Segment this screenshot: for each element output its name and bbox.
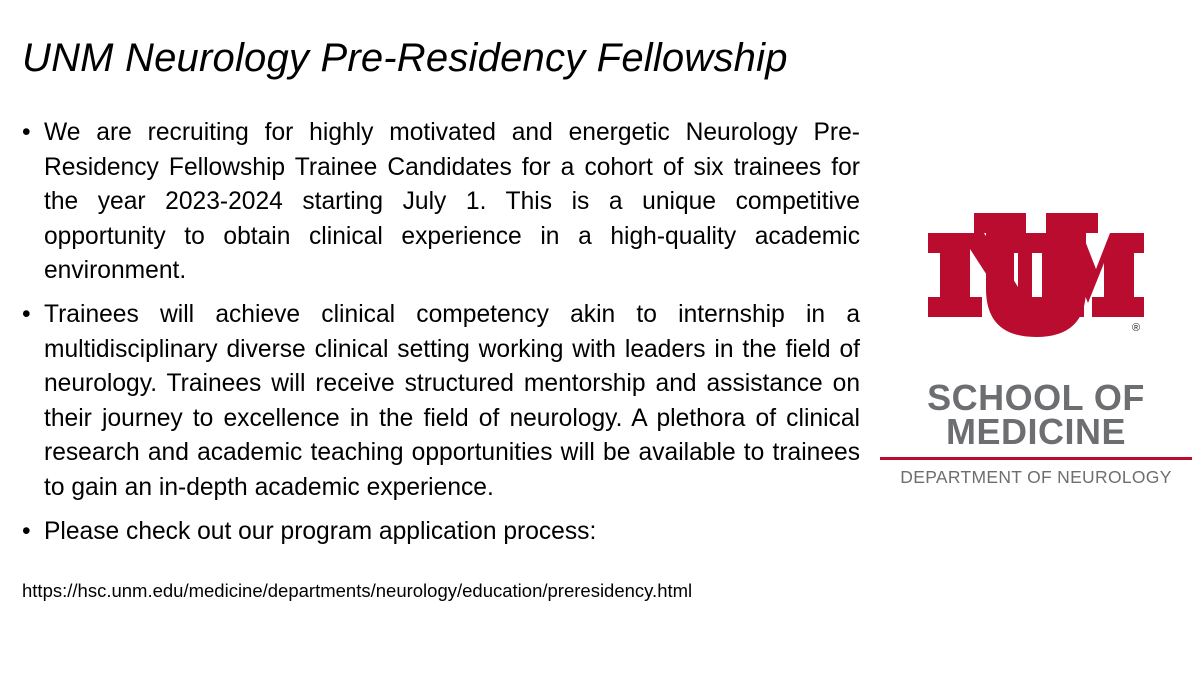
- program-url[interactable]: https://hsc.unm.edu/medicine/departments/neurology/education/preresidency.html: [22, 580, 693, 601]
- unm-school-of-medicine-logo: [878, 205, 1194, 495]
- slide-title: UNM Neurology Pre-Residency Fellowship: [22, 36, 788, 80]
- bullet-list: [22, 116, 860, 558]
- school-of-medicine-text: [920, 377, 1152, 452]
- logo-divider: [880, 457, 1192, 460]
- bullet-application: • Please check out our program application process:: [22, 515, 860, 550]
- department-text: DEPARTMENT OF NEUROLOGY: [900, 467, 1172, 487]
- svg-text:®: ®: [1132, 322, 1141, 334]
- school-line-2: MEDICINE: [945, 411, 1126, 452]
- school-line-1: SCHOOL OF: [927, 377, 1145, 418]
- bullet-recruiting: • We are recruiting for highly motivated and energetic Neurology Pre-Residency Fellowship Trainee Candidates for a cohort of six trainees for the year 2023-2024 starting July 1. This is a unique competitive opportunity to obtain clinical experience in a high-quality academic environment.: [22, 116, 860, 289]
- bullet-competency: • Trainees will achieve clinical competency akin to internship in a multidisciplinary diverse clinical setting working with leaders in the field of neurology. Trainees will receive structured mentorship and assistance on their journey to excellence in the field of neurology. A plethora of clinical research and academic teaching opportunities will be available to trainees to gain an in-depth academic experience.: [22, 298, 860, 506]
- unm-mark-icon: [926, 205, 1146, 343]
